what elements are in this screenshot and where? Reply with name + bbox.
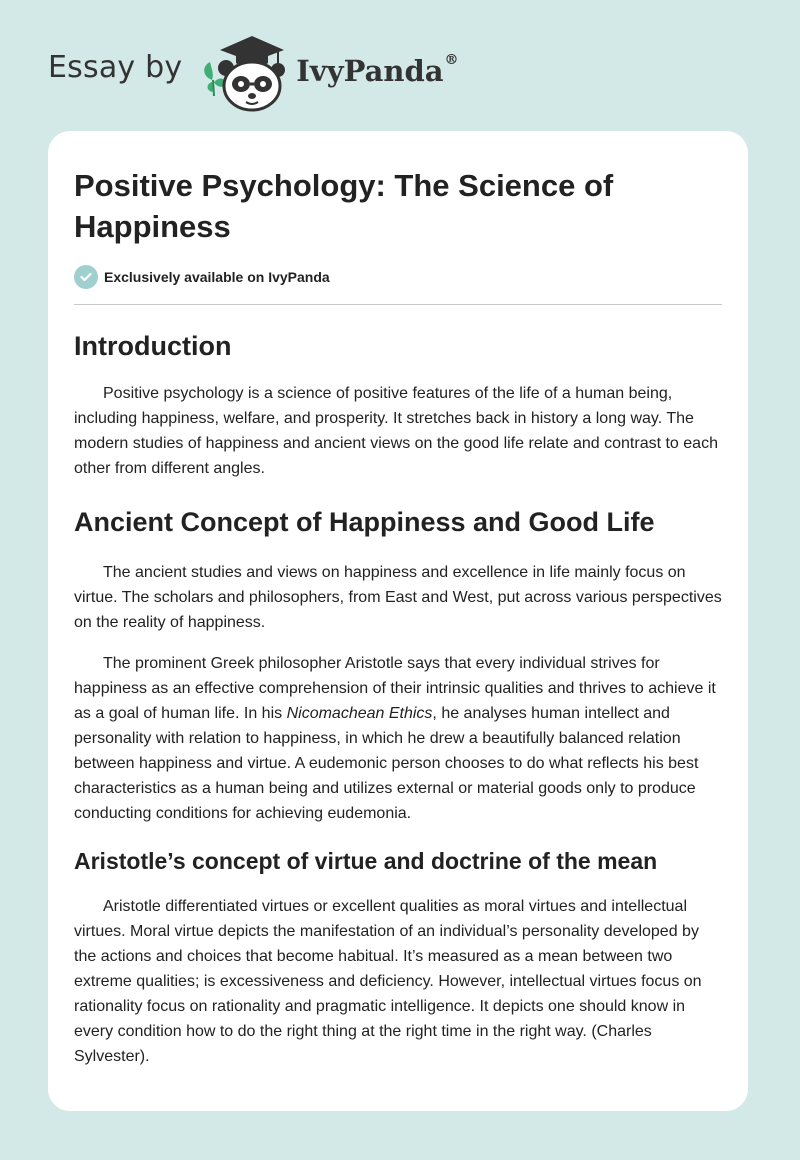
subsection-heading-virtue: Aristotle’s concept of virtue and doctrine of the mean [74,848,658,874]
title-divider [74,304,722,305]
ancient-paragraph-2-start: The prominent Greek philosopher Aristotle says that every individual strives for happiness as an effective comprehension of their intrinsic qualities and thrives to achieve it as a goal of human life. In his [74,655,716,722]
essay-by-label: Essay by [48,49,183,85]
ancient-paragraph-2 [74,651,722,826]
section-heading-ancient-concept: Ancient Concept of Happiness and Good Life [74,507,655,537]
brand-name-text: IvyPanda [296,54,444,88]
panda-graduate-icon[interactable] [198,30,290,114]
ancient-paragraph-1: The ancient studies and views on happiness and excellence in life mainly focus on virtue. The scholars and philosophers, from East and West, put across various perspectives on the reality of happiness. [74,564,722,631]
ancient-paragraph-2-end: , he analyses human intellect and personality with relation to happiness, in which he drew a beautifully balanced relation between happiness and virtue. A eudemonic person chooses to do what reflects his best characteristics as a human being and utilizes external or material goods only to produce conducting conditions for achieving eudemonia. [74,705,699,822]
registered-mark: ® [444,52,459,68]
book-title-nicomachean-ethics: Nicomachean Ethics [286,705,433,722]
virtue-paragraph: Aristotle differentiated virtues or excellent qualities as moral virtues and intellectual virtues. Moral virtue depicts the manifestation of an individual’s personality developed by the actions and choices that become habitual. It’s measured as a mean between two extreme qualities; is excessiveness and deficiency. However, intellectual virtues focus on rationality focus on rationality and pragmatic intelligence. It depicts one should know in every condition how to do the right thing at the right time in the right way. (Charles Sylvester). [74,898,702,1065]
section-heading-introduction: Introduction [74,331,232,361]
essay-card [48,131,748,1111]
page-title: Positive Psychology: The Science of Happiness [74,168,614,244]
site-header [48,30,459,114]
check-icon [74,265,98,289]
introduction-paragraph: Positive psychology is a science of positive features of the life of a human being, including happiness, welfare, and prosperity. It stretches back in history a long way. The modern studies of happiness and ancient views on the good life relate and contrast to each other from different angles. [74,385,718,477]
brand-name[interactable] [296,54,458,88]
exclusive-badge-label: Exclusively available on IvyPanda [104,269,330,285]
exclusive-badge [74,265,722,289]
